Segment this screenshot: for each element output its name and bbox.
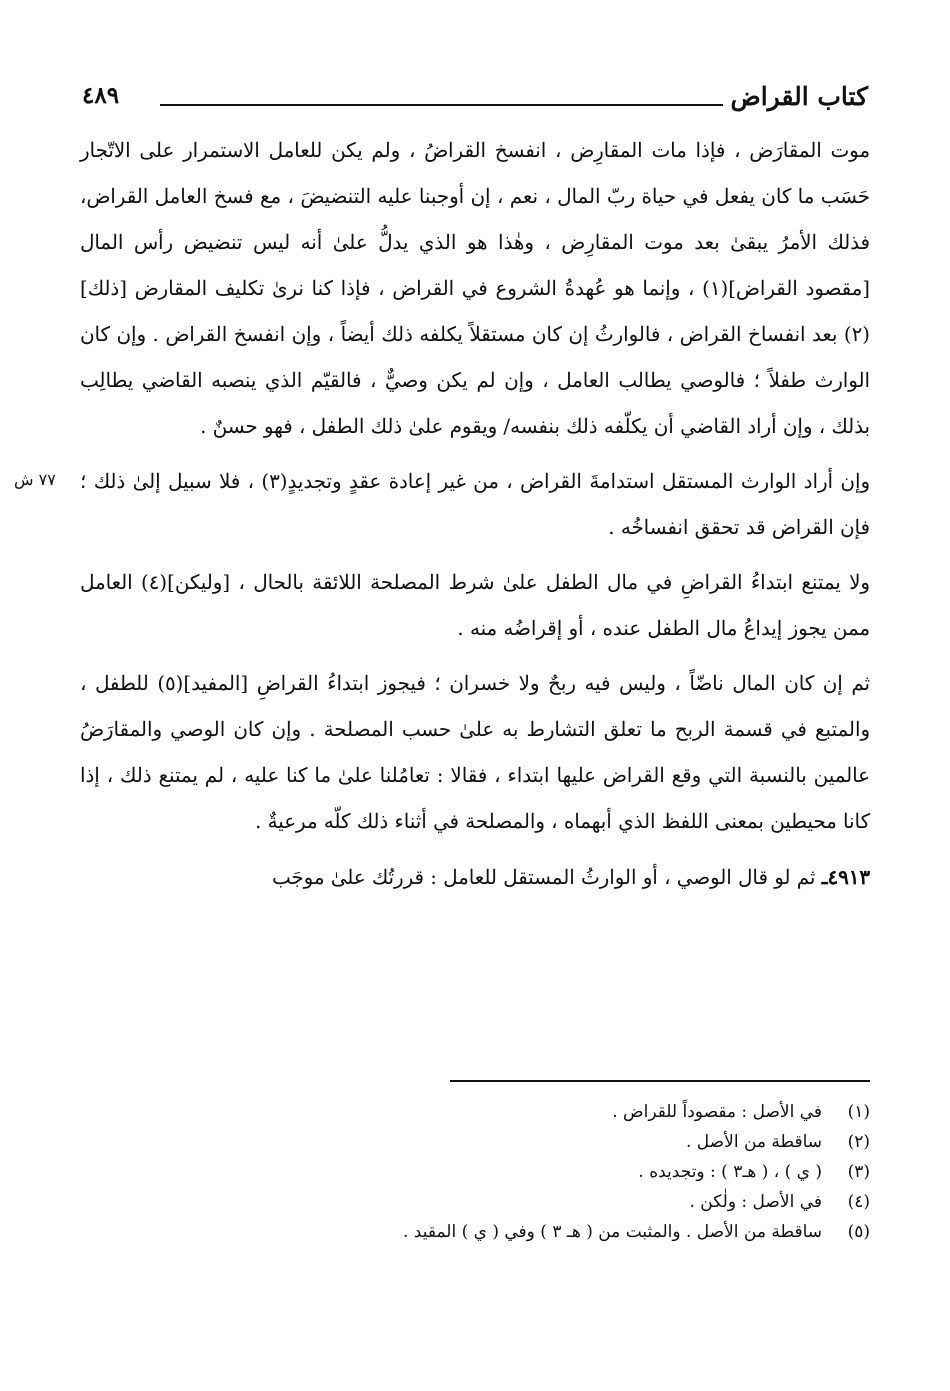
header-rule: [160, 104, 723, 106]
footnote-rule: [450, 1080, 870, 1082]
footnote-text: ( ي ) ، ( هـ٣ ) : وتجديده .: [638, 1162, 822, 1182]
numbered-paragraph: [80, 854, 870, 901]
footnote-number: (٥): [847, 1222, 870, 1242]
footnote-text: في الأصل : ولٰكن .: [689, 1192, 822, 1212]
footnote: [80, 1097, 870, 1127]
footnote: [80, 1187, 870, 1217]
footnotes: [80, 1097, 870, 1247]
footnote: [80, 1217, 870, 1247]
paragraph-text: ثم لو قال الوصي ، أو الوارثُ المستقل للعامل : قررتُك علىٰ موجَب: [271, 866, 822, 889]
paragraph: ولا يمتنع ابتداءُ القراضِ في مال الطفل علىٰ شرط المصلحة اللائقة بالحال ، [وليكن](٤) العامل ممن يجوز إيداعُ مال الطفل عنده ، أو إقراضُه منه .: [80, 571, 870, 640]
footnote-text: ساقطة من الأصل . والمثبت من ( هـ ٣ ) وفي ( ي ) المقيد .: [402, 1222, 822, 1242]
paragraph: موت المقارَض ، فإذا مات المقارِض ، انفسخ القراضُ ، ولم يكن للعامل الاستمرار على الاتّجار حَسَب ما كان يفعل في حياة ربّ المال ، نعم ، إن أوجبنا عليه التنضيضَ ، مع فسخ العامل القراض، فذلك الأمرُ يبقىٰ بعد موت المقارِض ، وهٰذا هو الذي يدلُّ علىٰ أنه ليس تنضيض رأس المال [مقصود القراض](١) ، وإنما هو عُهدةُ الشروع في القراض ، فإذا كنا نرىٰ تكليف المقارض [ذلك](٢) بعد انفساخ القراض ، فالوارثُ إن كان مستقلاً يكلفه ذلك أيضاً ، وإن انفسخ القراض . وإن كان الوارث طفلاً ؛ فالوصي يطالب العامل ، وإن لم يكن وصيٌّ ، فالقيّم الذي ينصبه القاضي يطالِب بذلك ، وإن أراد القاضي أن يكلّفه ذلك بنفسه/ ويقوم علىٰ ذلك الطفل ، فهو حسنٌ .: [80, 139, 870, 438]
footnote: [80, 1157, 870, 1187]
paragraph-number: ٤٩١٣ـ: [821, 865, 870, 889]
footnote-number: (١): [847, 1102, 870, 1122]
footnote-number: (٤): [847, 1192, 870, 1212]
main-text: [80, 128, 870, 901]
paragraph: ثم إن كان المال ناضّاً ، وليس فيه ربحٌ ولا خسران ؛ فيجوز ابتداءُ القراضِ [المفيد](٥) للطفل ، والمتبع في قسمة الربح ما تعلق التشارط به علىٰ حسب المصلحة . وإن كان الوصي والمقارَضُ عالمين بالنسبة التي وقع القراض عليها ابتداء ، فقالا : تعامُلنا علىٰ ما كنا عليه ، لم يمتنع ذلك ، إذا كانا محيطين بمعنى اللفظ الذي أبهماه ، والمصلحة في أثناء ذلك كلّه مرعيةٌ .: [80, 672, 871, 833]
footnote-text: في الأصل : مقصوداً للقراض .: [612, 1102, 822, 1122]
chapter-title: كتاب القراض: [730, 82, 868, 111]
footnote: [80, 1127, 870, 1157]
paragraph: وإن أراد الوارث المستقل استدامةَ القراض ، من غير إعادة عقدٍ وتجديدٍ(٣) ، فلا سبيل إلىٰ ذلك ؛ فإن القراض قد تحقق انفساخُه .: [80, 470, 870, 539]
margin-note: ٧٧ ش: [14, 470, 56, 489]
running-header: [82, 82, 868, 118]
footnote-number: (٣): [847, 1162, 870, 1182]
footnote-number: (٢): [847, 1132, 870, 1152]
page-number: ٤٨٩: [82, 82, 120, 109]
footnote-text: ساقطة من الأصل .: [686, 1132, 822, 1152]
